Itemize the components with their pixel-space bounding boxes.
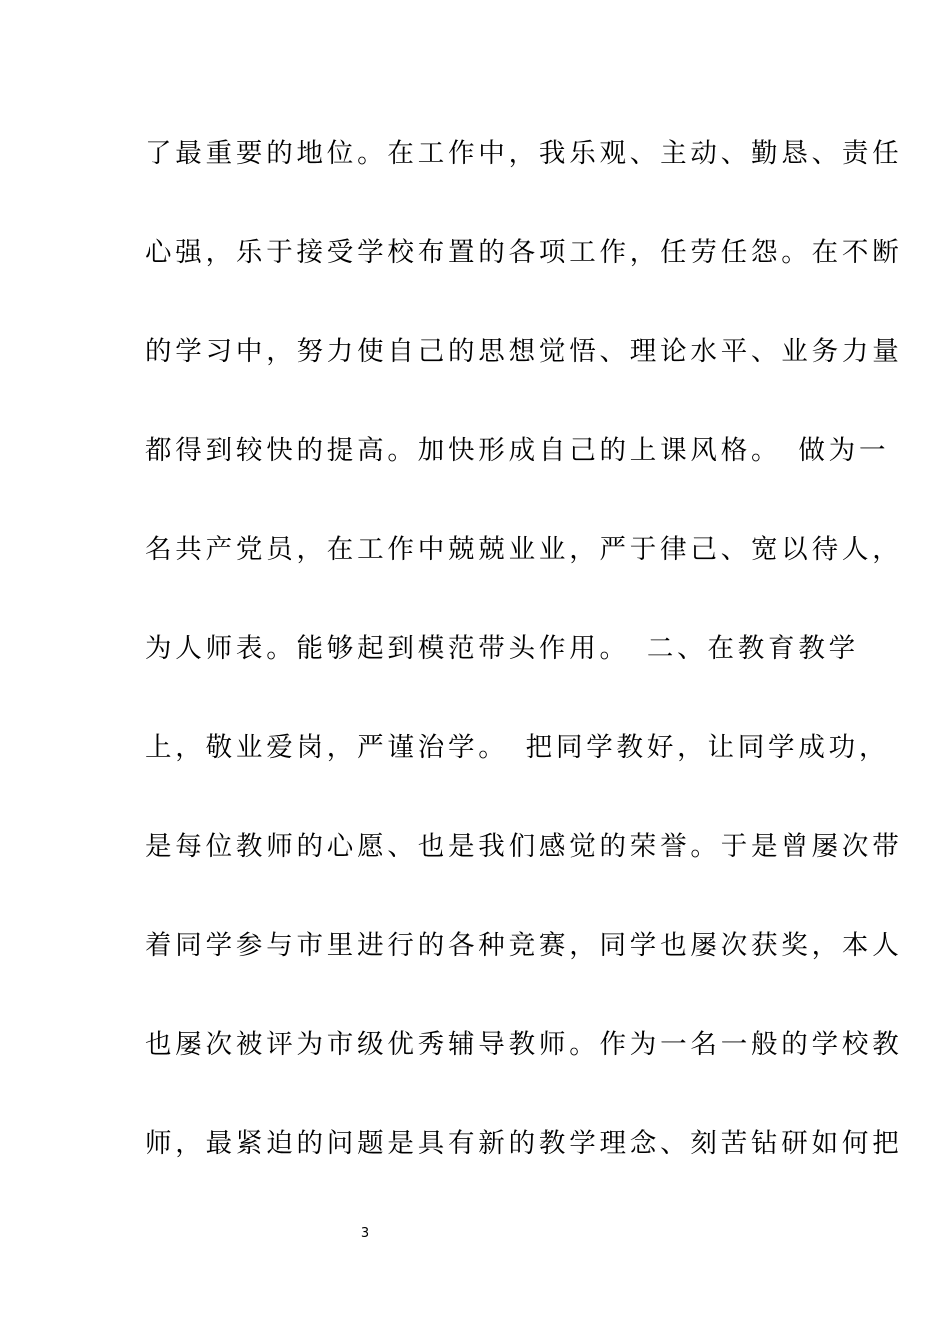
page-number: 3 — [360, 1226, 370, 1241]
text-line: 了最重要的地位。在工作中，我乐观、主动、勤恳、责任 — [145, 138, 903, 169]
text-line: 为人师表。能够起到模范带头作用。 二、在教育教学 — [145, 633, 859, 664]
text-line: 的学习中，努力使自己的思想觉悟、理论水平、业务力量 — [145, 336, 903, 367]
text-line: 名共产党员，在工作中兢兢业业，严于律己、宽以待人， — [145, 534, 903, 565]
text-line: 是每位教师的心愿、也是我们感觉的荣誉。于是曾屡次带 — [145, 831, 903, 862]
text-line: 师，最紧迫的问题是具有新的教学理念、刻苦钻研如何把 — [145, 1128, 903, 1159]
text-line: 着同学参与市里进行的各种竞赛，同学也屡次获奖，本人 — [145, 930, 903, 961]
text-line: 上，敬业爱岗，严谨治学。 把同学教好，让同学成功， — [145, 732, 890, 763]
text-line: 也屡次被评为市级优秀辅导教师。作为一名一般的学校教 — [145, 1029, 903, 1060]
text-line: 都得到较快的提高。加快形成自己的上课风格。 做为一 — [145, 435, 890, 466]
body-text — [145, 128, 903, 1217]
text-line: 心强，乐于接受学校布置的各项工作，任劳任怨。在不断 — [145, 237, 903, 268]
